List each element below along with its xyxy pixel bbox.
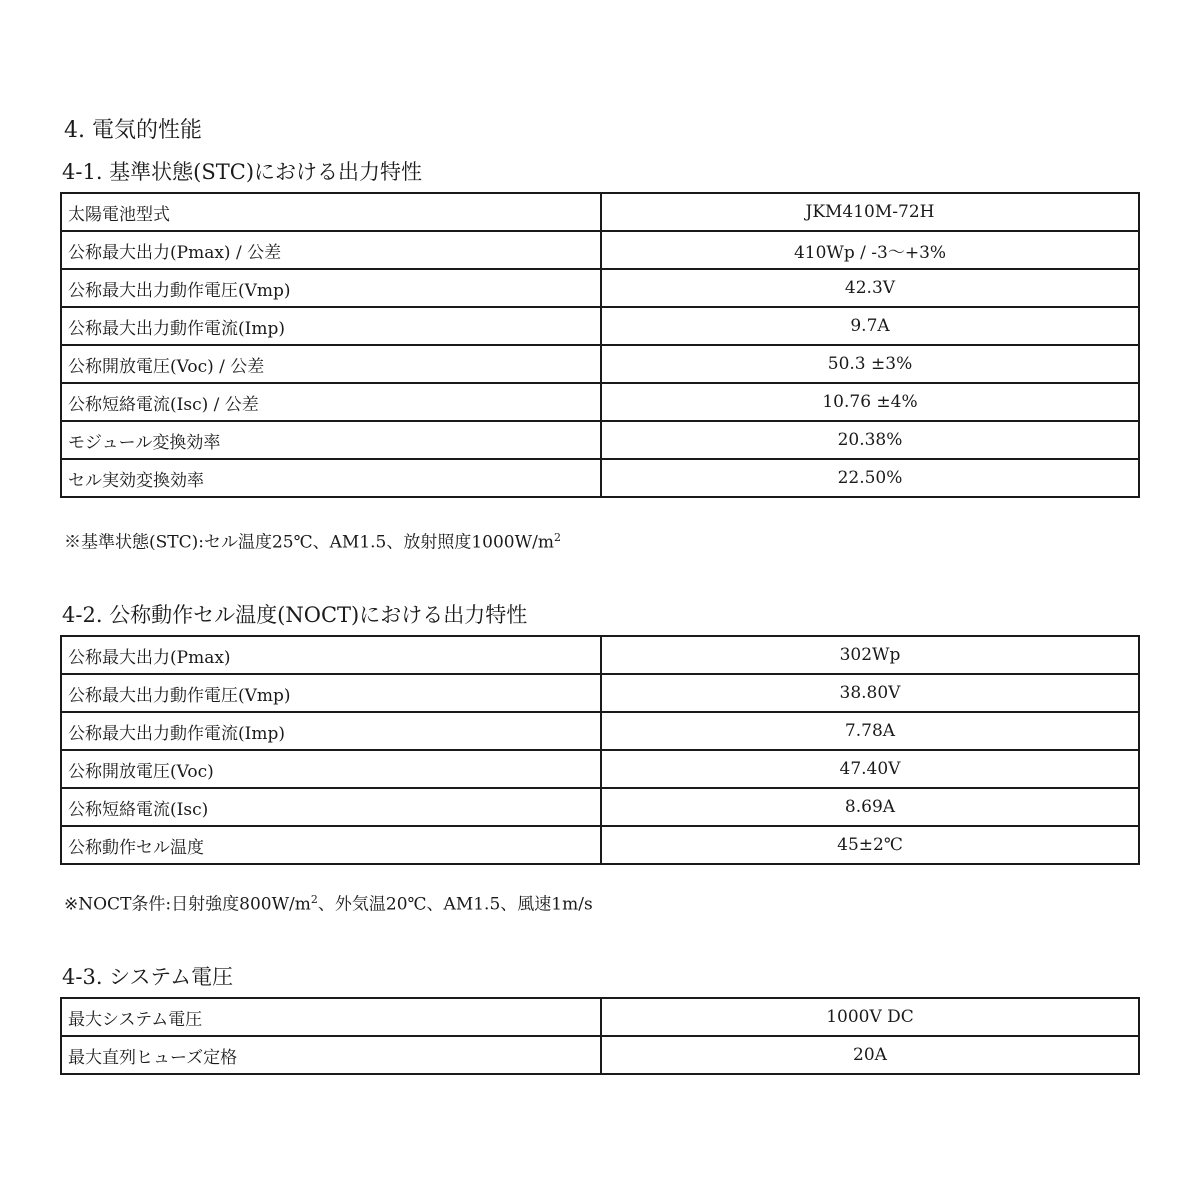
row-value: 20A [601,1036,1139,1074]
row-label: 公称最大出力(Pmax) [61,636,601,674]
row-value: 50.3 ±3% [601,345,1139,383]
row-label: 公称最大出力動作電圧(Vmp) [61,269,601,307]
table-row [61,750,1139,788]
row-label: モジュール変換効率 [61,421,601,459]
table-row [61,383,1139,421]
section-title-stc: 4-1. 基準状態(STC)における出力特性 [62,160,423,184]
stc-note [64,526,561,555]
row-label: 公称最大出力動作電圧(Vmp) [61,674,601,712]
row-label: 太陽電池型式 [61,193,601,231]
row-label: 最大直列ヒューズ定格 [61,1036,601,1074]
row-label: 公称短絡電流(Isc) [61,788,601,826]
table-row [61,788,1139,826]
table-row [61,636,1139,674]
row-label: 最大システム電圧 [61,998,601,1036]
row-value: 20.38% [601,421,1139,459]
table-row [61,826,1139,864]
row-value: 410Wp / -3〜+3% [601,231,1139,269]
row-label: 公称最大出力(Pmax) / 公差 [61,231,601,269]
row-value: JKM410M-72H [601,193,1139,231]
page-title: 4. 電気的性能 [64,118,202,143]
system-voltage-table [60,997,1140,1075]
stc-note-superscript: 2 [553,531,561,544]
table-row [61,345,1139,383]
row-label: 公称最大出力動作電流(Imp) [61,712,601,750]
section-title-system-voltage: 4-3. システム電圧 [62,965,234,989]
section-title-noct: 4-2. 公称動作セル温度(NOCT)における出力特性 [62,603,528,627]
row-value: 47.40V [601,750,1139,788]
table-row [61,421,1139,459]
row-label: 公称開放電圧(Voc) / 公差 [61,345,601,383]
table-row [61,998,1139,1036]
row-value: 10.76 ±4% [601,383,1139,421]
noct-note-superscript: 2 [310,893,318,906]
table-row [61,307,1139,345]
row-value: 7.78A [601,712,1139,750]
row-label: 公称動作セル温度 [61,826,601,864]
stc-spec-table [60,192,1140,498]
stc-note-text: ※基準状態(STC):セル温度25℃、AM1.5、放射照度1000W/m [64,532,554,553]
row-label: 公称開放電圧(Voc) [61,750,601,788]
table-row [61,712,1139,750]
row-label: 公称最大出力動作電流(Imp) [61,307,601,345]
row-value: 302Wp [601,636,1139,674]
row-value: 42.3V [601,269,1139,307]
row-value: 38.80V [601,674,1139,712]
row-value: 8.69A [601,788,1139,826]
table-row [61,269,1139,307]
table-row [61,231,1139,269]
noct-spec-table [60,635,1140,865]
row-label: 公称短絡電流(Isc) / 公差 [61,383,601,421]
row-label: セル実効変換効率 [61,459,601,497]
noct-note-text-end: 、外気温20℃、AM1.5、風速1m/s [317,894,593,915]
noct-note [64,888,593,917]
table-row [61,459,1139,497]
row-value: 9.7A [601,307,1139,345]
table-row [61,193,1139,231]
noct-note-text: ※NOCT条件:日射強度800W/m [64,894,311,915]
table-row [61,1036,1139,1074]
row-value: 22.50% [601,459,1139,497]
table-row [61,674,1139,712]
row-value: 1000V DC [601,998,1139,1036]
row-value: 45±2℃ [601,826,1139,864]
